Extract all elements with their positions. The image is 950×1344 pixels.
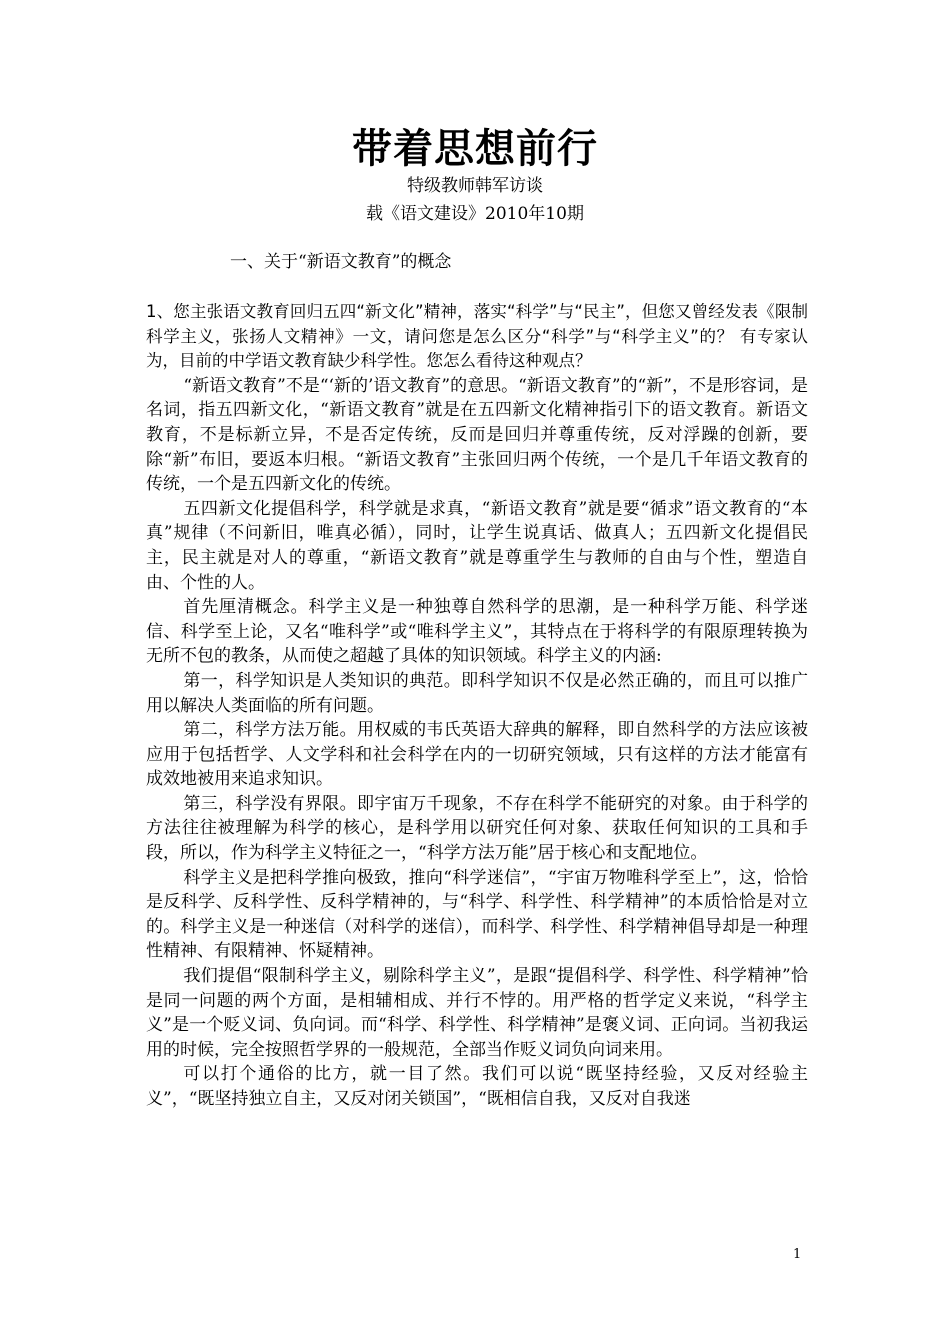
paragraph: “新语文教育”不是“‘新的’语文教育”的意思。“新语文教育”的“新”，不是形容词，是名词，指五四新文化，“新语文教育”就是在五四新文化精神指引下的语文教育。新语文教育，不是标新立异，不是否定传统，反而是回归并尊重传统，反对浮躁的创新，要除“新”布旧，要返本归根。“新语文教育”主张回归两个传统，一个是几千年语文教育的传统，一个是五四新文化的传统。 (146, 375, 808, 495)
paragraph: 五四新文化提倡科学，科学就是求真，“新语文教育”就是要“循求”语文教育的“本真”规律（不问新旧，唯真必循），同时，让学生说真话、做真人；五四新文化提倡民主，民主就是对人的尊重，“新语文教育”就是尊重学生与教师的自由与个性，塑造自由、个性的人。 (146, 498, 808, 593)
paragraph: 可以打个通俗的比方，就一目了然。我们可以说“既坚持经验，又反对经验主义”，“既坚持独立自主，又反对闭关锁国”，“既相信自我，又反对自我迷 (146, 1064, 808, 1109)
document-title: 带着思想前行 (352, 126, 598, 172)
paragraph: 首先厘清概念。科学主义是一种独尊自然科学的思潮，是一种科学万能、科学迷信、科学至上论，又名“唯科学”或“唯科学主义”，其特点在于将科学的有限原理转换为无所不包的教条，从而使之超越了具体的知识领域。科学主义的内涵: (146, 597, 808, 667)
document-subtitle: 特级教师韩军访谈 (407, 176, 543, 196)
page-number: 1 (793, 1247, 802, 1262)
interview-question: 1、您主张语文教育回归五四“新文化”精神，落实“科学”与“民主”，但您又曾经发表《限制科学主义，张扬人文精神》一文，请问您是怎么区分“科学”与“科学主义”的？ 有专家认为，目前的中学语文教育缺少科学性。您怎么看待这种观点？ (146, 302, 808, 371)
paragraph: 科学主义是把科学推向极致，推向“科学迷信”，“宇宙万物唯科学至上”，这，恰恰是反科学、反科学性、反科学精神的，与“科学、科学性、科学精神”的本质恰恰是对立的。科学主义是一种迷信（对科学的迷信），而科学、科学性、科学精神倡导却是一种理性精神、有限精神、怀疑精神。 (146, 867, 808, 962)
document-source: 载《语文建设》2010年10期 (366, 204, 584, 224)
paragraph: 第二，科学方法万能。用权威的韦氏英语大辞典的解释，即自然科学的方法应该被应用于包括哲学、人文学科和社会科学在内的一切研究领域，只有这样的方法才能富有成效地被用来追求知识。 (146, 720, 808, 790)
article-body (146, 300, 808, 1112)
paragraph: 第三，科学没有界限。即宇宙万千现象，不存在科学不能研究的对象。由于科学的方法往往被理解为科学的核心，是科学用以研究任何对象、获取任何知识的工具和手段，所以，作为科学主义特征之一，“科学方法万能”居于核心和支配地位。 (146, 793, 808, 864)
paragraph: 我们提倡“限制科学主义，剔除科学主义”，是跟“提倡科学、科学性、科学精神”恰是同一问题的两个方面，是相辅相成、并行不悖的。用严格的哲学定义来说，“科学主义”是一个贬义词、负向词。而“科学、科学性、科学精神”是褒义词、正向词。当初我运用的时候，完全按照哲学界的一般规范，全部当作贬义词负向词来用。 (146, 966, 808, 1060)
section-heading: 一、关于“新语文教育”的概念 (230, 252, 452, 272)
paragraph: 第一，科学知识是人类知识的典范。即科学知识不仅是必然正确的，而且可以推广用以解决人类面临的所有问题。 (146, 670, 808, 716)
